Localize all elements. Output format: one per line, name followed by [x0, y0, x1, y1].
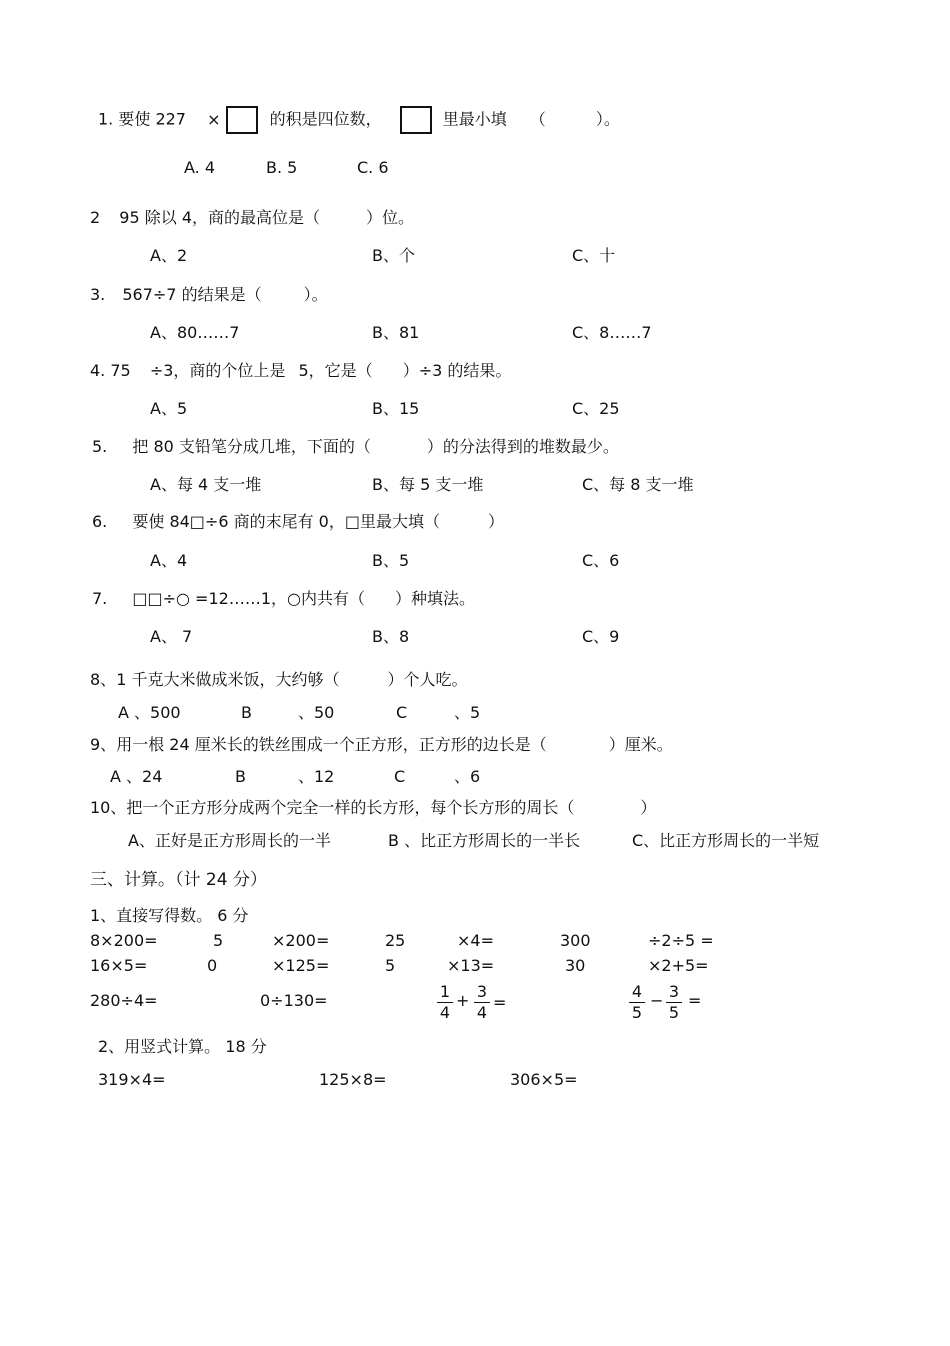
question-text: 用一根 24 厘米长的铁丝围成一个正方形，正方形的边长是（: [116, 735, 547, 754]
problem-part: 300: [560, 931, 591, 950]
option-c: C. 6: [357, 158, 389, 177]
minus-sign: −: [650, 991, 664, 1010]
question-text: ）的分法得到的堆数最少。: [426, 437, 619, 456]
equals-sign: =: [688, 991, 702, 1010]
question-text: ）÷3 的结果。: [402, 361, 512, 380]
option-b: B、8: [372, 627, 410, 646]
problem-part: ÷2÷5 =: [648, 931, 714, 950]
problem: 0÷130=: [260, 991, 328, 1010]
option-a: A 、500: [118, 703, 181, 722]
option-b: B 、比正方形周长的一半长: [388, 831, 581, 850]
problem: 125×8=: [319, 1070, 387, 1089]
option-c: C、每 8 支一堆: [582, 475, 694, 494]
problem-part: 0: [207, 956, 218, 975]
option-b-letter: B: [241, 703, 252, 722]
question-text: 把一个正方形分成两个完全一样的长方形，每个长方形的周长（: [126, 798, 575, 817]
option-b-letter: B: [235, 767, 246, 786]
question-number: 2: [90, 208, 101, 227]
problem-part: ×4=: [457, 931, 494, 950]
answer-box: [226, 106, 258, 134]
fraction: [474, 983, 490, 1022]
question-text: 把 80 支铅笔分成几堆，下面的（: [132, 437, 371, 456]
option-a: A、 7: [150, 627, 193, 646]
question-text: 567÷7 的结果是（: [122, 285, 262, 304]
section-heading: 三、计算。（计 24 分）: [90, 870, 267, 890]
option-a: A、正好是正方形周长的一半: [128, 831, 331, 850]
problem: 8×200=: [90, 931, 158, 950]
times-sign: ×: [207, 109, 221, 129]
option-a: A 、24: [110, 767, 163, 786]
fraction: [437, 983, 453, 1022]
question-4: [90, 361, 511, 381]
option-b: B、81: [372, 323, 420, 342]
question-8: [90, 670, 467, 690]
question-text: ）: [640, 798, 657, 817]
question-text: ）个人吃。: [387, 670, 468, 689]
question-number: 1.: [98, 109, 119, 129]
option-c: C、比正方形周长的一半短: [632, 831, 820, 850]
question-text: 要使 84□÷6 商的末尾有 0，□里最大填（: [132, 512, 440, 531]
denominator: 5: [631, 1003, 643, 1022]
question-text: ）种填法。: [394, 589, 475, 608]
part-1-title: 1、直接写得数。 6 分: [90, 906, 249, 925]
option-a: A. 4: [184, 158, 216, 177]
question-number: 5.: [92, 437, 108, 456]
question-number: 7.: [92, 589, 108, 608]
denominator: 4: [476, 1003, 488, 1022]
question-text: 95 除以 4，商的最高位是（: [119, 208, 320, 227]
question-number: 6.: [92, 512, 108, 531]
option-c: C、25: [572, 399, 620, 418]
problem-part: 30: [565, 956, 586, 975]
option-b: B. 5: [266, 158, 298, 177]
option-c-value: 、5: [454, 703, 481, 722]
problem-part: ×13=: [447, 956, 495, 975]
answer-box: [400, 106, 432, 134]
option-c-letter: C: [396, 703, 408, 722]
option-a: A、2: [150, 246, 188, 265]
option-a: A、每 4 支一堆: [150, 475, 262, 494]
question-number: 10、: [90, 798, 127, 817]
numerator: 1: [439, 982, 451, 1001]
question-text: ）位。: [366, 208, 415, 227]
part-2-title: 2、用竖式计算。 18 分: [98, 1037, 267, 1056]
problem: 306×5=: [510, 1070, 578, 1089]
question-10: [90, 798, 656, 818]
option-c: C、8……7: [572, 323, 652, 342]
option-b: B、15: [372, 399, 420, 418]
question-text: 里最小填: [442, 109, 507, 129]
question-text: 5，它是（: [298, 361, 373, 380]
question-number: 8、: [90, 670, 117, 689]
question-text: 1 千克大米做成米饭，大约够（: [116, 670, 340, 689]
plus-sign: +: [456, 991, 470, 1010]
question-text: ÷3，商的个位上是: [149, 361, 286, 380]
question-number: 3.: [90, 285, 106, 304]
fraction: [629, 983, 645, 1022]
numerator: 4: [631, 982, 643, 1001]
equals-sign: =: [493, 993, 507, 1012]
denominator: 5: [668, 1003, 680, 1022]
question-1: [98, 106, 620, 134]
fraction: [666, 983, 682, 1022]
problem-part: 25: [385, 931, 406, 950]
option-b: B、5: [372, 551, 410, 570]
question-text: ）厘米。: [608, 735, 673, 754]
problem-part: ×2+5=: [648, 956, 709, 975]
option-c: C、9: [582, 627, 620, 646]
option-a: A、80……7: [150, 323, 240, 342]
question-7: [92, 589, 475, 609]
option-c-letter: C: [394, 767, 406, 786]
problem: 280÷4=: [90, 991, 158, 1010]
paren-open: （: [529, 109, 546, 129]
problem-part: ×125=: [272, 956, 330, 975]
question-text: 的积是四位数，: [269, 109, 382, 129]
numerator: 3: [476, 982, 488, 1001]
question-3: [90, 285, 328, 305]
question-text: ）: [487, 512, 504, 531]
problem: 319×4=: [98, 1070, 166, 1089]
problem-part: ×200=: [272, 931, 330, 950]
question-5: [92, 437, 619, 457]
option-a: A、5: [150, 399, 188, 418]
option-b: B、每 5 支一堆: [372, 475, 484, 494]
question-9: [90, 735, 673, 755]
problem: 16×5=: [90, 956, 148, 975]
question-text: 要使 227: [118, 109, 192, 129]
question-text: ）。: [303, 285, 328, 304]
option-a: A、4: [150, 551, 188, 570]
option-b-value: 、12: [298, 767, 335, 786]
problem-part: 5: [385, 956, 396, 975]
option-b-value: 、50: [298, 703, 335, 722]
option-c: C、十: [572, 246, 616, 265]
question-number: 4. 75: [90, 361, 131, 380]
denominator: 4: [439, 1003, 451, 1022]
paren-close: ）。: [595, 109, 620, 129]
option-b: B、个: [372, 246, 415, 265]
question-number: 9、: [90, 735, 117, 754]
question-text: □□÷○ =12……1，○内共有（: [132, 589, 365, 608]
numerator: 3: [668, 982, 680, 1001]
problem-part: 5: [213, 931, 224, 950]
question-6: [92, 512, 504, 532]
question-2: [90, 208, 414, 228]
option-c: C、6: [582, 551, 620, 570]
option-c-value: 、6: [454, 767, 481, 786]
